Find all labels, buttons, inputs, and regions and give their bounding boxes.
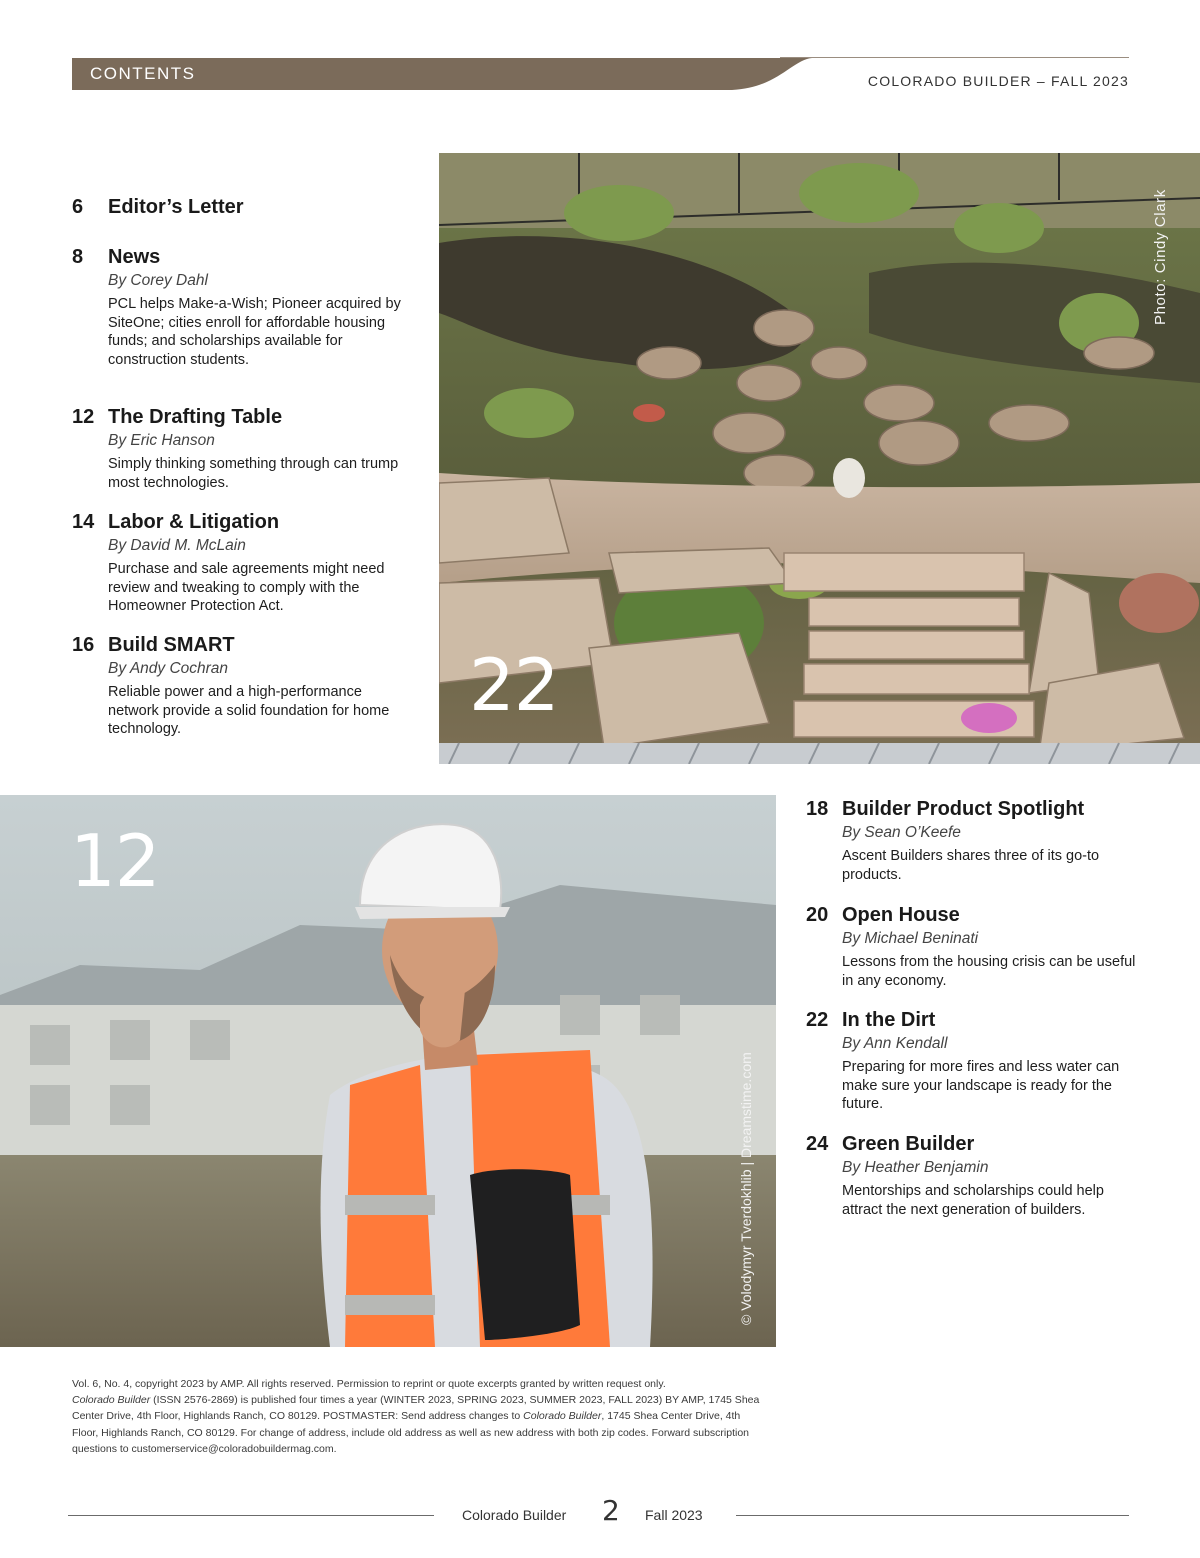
entry-description: Lessons from the housing crisis can be useful in any economy. [842, 954, 1136, 989]
entry-author: By David M. McLain [108, 537, 246, 554]
entry-page-number: 6 [72, 196, 84, 218]
footer-page-number: 2 [602, 1494, 620, 1527]
entry-page-number: 14 [72, 511, 95, 533]
entry-author: By Corey Dahl [108, 272, 208, 289]
worker-photo [0, 795, 776, 1347]
entry-page-number: 8 [72, 246, 84, 268]
section-label: CONTENTS [90, 64, 196, 83]
entry-title[interactable]: News [108, 246, 161, 268]
entry-author: By Michael Beninati [842, 930, 979, 947]
entry-page-number: 18 [806, 798, 829, 820]
entry-page-number: 24 [806, 1133, 829, 1155]
entry-author: By Eric Hanson [108, 432, 215, 449]
entry-description: Reliable power and a high-performance network provide a solid foundation for home technology. [108, 684, 390, 737]
entry-page-number: 20 [806, 904, 829, 926]
colophon [72, 1376, 762, 1457]
garden-photo [439, 153, 1200, 764]
entry-description: Simply thinking something through can trump most technologies. [108, 456, 399, 491]
footer-publication: Colorado Builder [462, 1507, 567, 1523]
footer-issue: Fall 2023 [645, 1507, 703, 1523]
entry-page-number: 12 [72, 406, 95, 428]
entry-title[interactable]: Editor’s Letter [108, 196, 244, 218]
header-rule [780, 57, 1129, 58]
entry-description: Ascent Builders shares three of its go-to products. [842, 848, 1100, 883]
footer-rule-left [68, 1515, 434, 1516]
entry-page-number: 22 [806, 1009, 829, 1031]
entry-author: By Heather Benjamin [842, 1159, 989, 1176]
section-header-tab [72, 58, 832, 90]
colophon-line-1: Vol. 6, No. 4, copyright 2023 by AMP. All rights reserved. Permission to reprint or quote excerpts granted by written request only. [72, 1378, 666, 1390]
colophon-line-3: , 1745 Shea Center Drive, 4th Floor, Highlands Ranch, CO 80129. For change of address, include old address as well as new address with both zip codes. Forward subscription questions to customerservice@coloradobuildermag.com. [72, 1410, 750, 1455]
entry-title[interactable]: Green Builder [842, 1133, 975, 1155]
garden-photo-credit: Photo: Cindy Clark [1152, 189, 1169, 325]
worker-photo-credit: © Volodymyr Tverdokhlib | Dreamstime.com [738, 1052, 754, 1325]
worker-photo-page-ref: 12 [70, 819, 160, 903]
colophon-publication-name: Colorado Builder [72, 1394, 151, 1407]
entry-title[interactable]: The Drafting Table [108, 406, 283, 428]
entry-title[interactable]: Open House [842, 904, 960, 926]
entry-title[interactable]: Build SMART [108, 634, 235, 656]
entry-title[interactable]: Builder Product Spotlight [842, 798, 1085, 820]
entry-description: Preparing for more fires and less water can make sure your landscape is ready for the future. [842, 1059, 1120, 1112]
entry-author: By Andy Cochran [108, 660, 229, 677]
colophon-line-2: (ISSN 2576-2869) is published four times a year (WINTER 2023, SPRING 2023, SUMMER 2023, FALL 2023) BY AMP, 1745 Shea Center Drive, 4th Floor, Highlands Ranch, CO 80129. POSTMASTER: Send address changes to [72, 1394, 760, 1423]
garden-photo-page-ref: 22 [469, 643, 559, 727]
entry-author: By Sean O’Keefe [842, 824, 961, 841]
entry-description: Mentorships and scholarships could help attract the next generation of builders. [842, 1183, 1104, 1218]
colophon-publication-name-2: Colorado Builder [523, 1410, 602, 1423]
footer-rule-right [736, 1515, 1129, 1516]
entry-title[interactable]: Labor & Litigation [108, 511, 280, 533]
entry-author: By Ann Kendall [842, 1035, 948, 1052]
entry-page-number: 16 [72, 634, 95, 656]
entry-description: Purchase and sale agreements might need review and tweaking to comply with the Homeowner Protection Act. [108, 561, 385, 614]
issue-label: COLORADO BUILDER – FALL 2023 [867, 73, 1129, 89]
entry-description: PCL helps Make-a-Wish; Pioneer acquired by SiteOne; cities enroll for affordable housing funds; and scholarships available for construction students. [108, 296, 401, 368]
entry-title[interactable]: In the Dirt [842, 1009, 936, 1031]
